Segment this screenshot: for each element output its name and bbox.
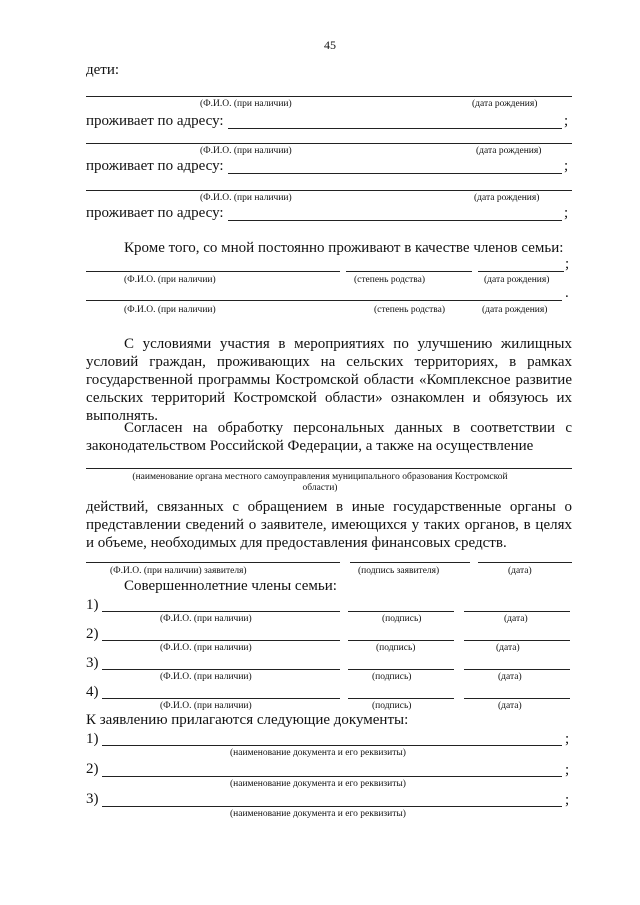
family-2-fio-caption: (Ф.И.О. (при наличии) bbox=[124, 305, 216, 315]
adult-4-signature-line[interactable] bbox=[348, 698, 454, 699]
family-2-end-mark: . bbox=[565, 285, 569, 301]
child-1-address-line[interactable] bbox=[228, 128, 562, 129]
family-1-birth-caption: (дата рождения) bbox=[484, 275, 550, 285]
family-2-line[interactable] bbox=[86, 300, 562, 301]
child-3-fio-caption: (Ф.И.О. (при наличии) bbox=[200, 193, 292, 203]
document-2-line[interactable] bbox=[102, 776, 562, 777]
child-3-end-mark: ; bbox=[564, 205, 569, 221]
adult-3-fio-line[interactable] bbox=[102, 669, 340, 670]
adult-1-date-line[interactable] bbox=[464, 611, 570, 612]
child-2-fio-caption: (Ф.И.О. (при наличии) bbox=[200, 146, 292, 156]
child-3-birth-caption: (дата рождения) bbox=[474, 193, 540, 203]
adults-heading: Совершеннолетние члены семьи: bbox=[124, 578, 337, 594]
document-2-number: 2) bbox=[86, 761, 99, 777]
document-3-end-mark: ; bbox=[565, 792, 570, 808]
child-1-fio-caption: (Ф.И.О. (при наличии) bbox=[200, 99, 292, 109]
child-2-end-mark: ; bbox=[564, 158, 569, 174]
family-1-fio-caption: (Ф.И.О. (при наличии) bbox=[124, 275, 216, 285]
authority-caption-line-2: области) bbox=[302, 483, 338, 493]
adult-4-date-line[interactable] bbox=[464, 698, 570, 699]
adult-1-date-caption: (дата) bbox=[504, 614, 528, 624]
document-1-line[interactable] bbox=[102, 745, 562, 746]
adult-1-signature-line[interactable] bbox=[348, 611, 454, 612]
adult-1-fio-line[interactable] bbox=[102, 611, 340, 612]
family-intro: Кроме того, со мной постоянно проживают в качестве членов семьи: bbox=[124, 240, 564, 256]
child-1-address-label: проживает по адресу: bbox=[86, 113, 224, 129]
applicant-signature-caption: (подпись заявителя) bbox=[358, 566, 440, 576]
adult-1-fio-caption: (Ф.И.О. (при наличии) bbox=[160, 614, 252, 624]
family-1-end-mark: ; bbox=[565, 256, 570, 272]
adult-1-signature-caption: (подпись) bbox=[382, 614, 422, 624]
family-1-relation-caption: (степень родства) bbox=[354, 275, 426, 285]
adult-4-fio-caption: (Ф.И.О. (при наличии) bbox=[160, 701, 252, 711]
page-number: 45 bbox=[324, 38, 336, 52]
document-1-end-mark: ; bbox=[565, 731, 570, 747]
adult-1-number: 1) bbox=[86, 597, 99, 613]
adult-3-signature-caption: (подпись) bbox=[372, 672, 412, 682]
document-2-caption: (наименование документа и его реквизиты) bbox=[230, 779, 406, 789]
document-1-number: 1) bbox=[86, 731, 99, 747]
child-2-line bbox=[86, 143, 572, 144]
family-1-birth-line[interactable] bbox=[478, 271, 564, 272]
adult-2-signature-line[interactable] bbox=[348, 640, 454, 641]
child-1-line bbox=[86, 96, 572, 97]
child-3-line bbox=[86, 190, 572, 191]
applicant-fio-caption: (Ф.И.О. (при наличии) заявителя) bbox=[110, 566, 247, 576]
adult-3-date-caption: (дата) bbox=[498, 672, 522, 682]
family-1-fio-line[interactable] bbox=[86, 271, 340, 272]
adult-3-fio-caption: (Ф.И.О. (при наличии) bbox=[160, 672, 252, 682]
adult-4-fio-line[interactable] bbox=[102, 698, 340, 699]
child-1-birth-caption: (дата рождения) bbox=[472, 99, 538, 109]
document-1-caption: (наименование документа и его реквизиты) bbox=[230, 748, 406, 758]
document-3-number: 3) bbox=[86, 791, 99, 807]
child-3-address-label: проживает по адресу: bbox=[86, 205, 224, 221]
child-2-address-line[interactable] bbox=[228, 173, 562, 174]
family-2-relation-caption: (степень родства) bbox=[374, 305, 446, 315]
children-heading: дети: bbox=[86, 62, 120, 78]
consent-paragraph-2: Согласен на обработку персональных данных в соответствии с законодательством Российской Федерации, а также на осуществление bbox=[86, 420, 572, 454]
adult-4-date-caption: (дата) bbox=[498, 701, 522, 711]
consent-paragraph-1: С условиями участия в мероприятиях по улучшению жилищных условий граждан, проживающих на сельских территориях, в рамках государственной программы Костромской области «Комплексное развитие сельских территорий Костромской области» ознакомлен и обязуюсь их выполнять. bbox=[86, 336, 572, 424]
child-2-address-label: проживает по адресу: bbox=[86, 158, 224, 174]
authority-line[interactable] bbox=[86, 468, 572, 469]
consent-paragraph-3: действий, связанных с обращением в иные государственные органы о представлении сведений о заявителе, имеющихся у таких органов, в целях и объеме, необходимых для предоставления финансовых средств. bbox=[86, 499, 572, 551]
adult-2-fio-caption: (Ф.И.О. (при наличии) bbox=[160, 643, 252, 653]
adult-2-number: 2) bbox=[86, 626, 99, 642]
applicant-date-caption: (дата) bbox=[508, 566, 532, 576]
child-2-birth-caption: (дата рождения) bbox=[476, 146, 542, 156]
document-3-caption: (наименование документа и его реквизиты) bbox=[230, 809, 406, 819]
applicant-signature-line[interactable] bbox=[350, 562, 470, 563]
document-3-line[interactable] bbox=[102, 806, 562, 807]
document-2-end-mark: ; bbox=[565, 762, 570, 778]
adult-4-number: 4) bbox=[86, 684, 99, 700]
child-3-address-line[interactable] bbox=[228, 220, 562, 221]
adult-3-signature-line[interactable] bbox=[348, 669, 454, 670]
family-2-birth-caption: (дата рождения) bbox=[482, 305, 548, 315]
adult-3-number: 3) bbox=[86, 655, 99, 671]
adult-2-date-line[interactable] bbox=[464, 640, 570, 641]
child-1-end-mark: ; bbox=[564, 113, 569, 129]
adult-3-date-line[interactable] bbox=[464, 669, 570, 670]
documents-heading: К заявлению прилагаются следующие документы: bbox=[86, 712, 409, 728]
adult-2-fio-line[interactable] bbox=[102, 640, 340, 641]
applicant-fio-line[interactable] bbox=[86, 562, 340, 563]
family-1-relation-line[interactable] bbox=[346, 271, 472, 272]
adult-2-date-caption: (дата) bbox=[496, 643, 520, 653]
applicant-date-line[interactable] bbox=[478, 562, 572, 563]
authority-caption-line-1: (наименование органа местного самоуправления муниципального образования Костромской bbox=[132, 472, 508, 482]
adult-4-signature-caption: (подпись) bbox=[372, 701, 412, 711]
adult-2-signature-caption: (подпись) bbox=[376, 643, 416, 653]
